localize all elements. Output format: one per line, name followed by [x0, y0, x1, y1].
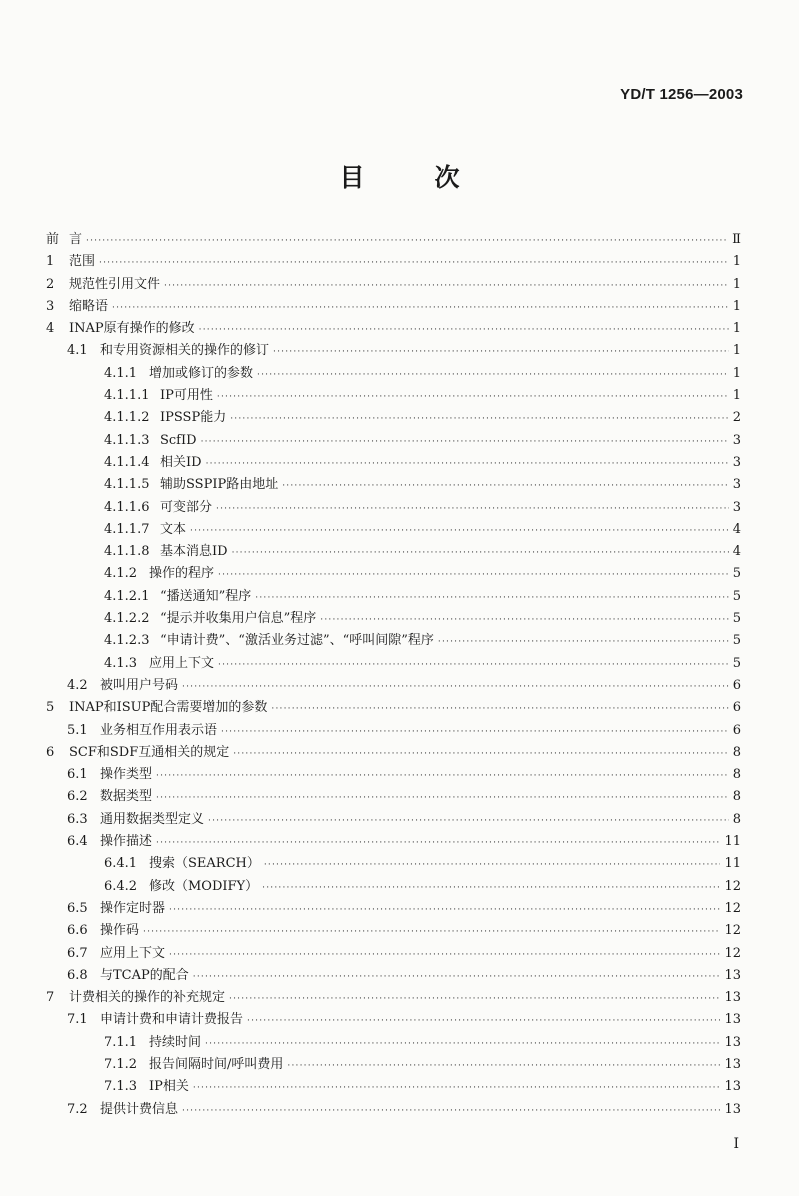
toc-entry-page: 1: [732, 276, 741, 292]
toc-entry-title: INAP和ISUP配合需要增加的参数: [69, 700, 268, 716]
toc-entry-title: 可变部分: [160, 499, 213, 515]
toc-entry-page: 11: [724, 834, 741, 850]
toc-entry-page: 12: [724, 900, 741, 916]
toc-entry-number: 4: [46, 321, 55, 337]
toc-entry[interactable]: [46, 853, 741, 875]
toc-entry-title: 范围: [69, 254, 96, 270]
toc-dot-leader: [112, 297, 729, 319]
toc-entry-title: 报告间隔时间/呼叫费用: [149, 1056, 284, 1072]
toc-entry[interactable]: [46, 786, 741, 808]
toc-entry-page: 6: [732, 677, 741, 693]
toc-entry-number: 7.1.3: [104, 1079, 138, 1095]
toc-entry-title: 和专用资源相关的操作的修订: [100, 343, 270, 359]
toc-entry-number: 4.1.2.2: [104, 611, 150, 627]
page-title: [0, 158, 799, 194]
toc-entry-title: 提供计费信息: [100, 1101, 179, 1117]
toc-entry[interactable]: [46, 586, 741, 608]
toc-entry-title: 修改（MODIFY）: [149, 878, 259, 894]
toc-dot-leader: [217, 386, 729, 408]
toc-entry-page: 1: [732, 365, 741, 381]
toc-entry-number: 4.1.1: [104, 365, 138, 381]
toc-entry[interactable]: [46, 385, 741, 407]
toc-entry-number: 6.4.2: [104, 878, 138, 894]
toc-entry-number: 6.1: [67, 767, 88, 783]
toc-entry-page: 3: [732, 454, 741, 470]
toc-dot-leader: [229, 988, 720, 1010]
toc-entry[interactable]: [46, 720, 741, 742]
toc-entry-page: 13: [724, 1034, 741, 1050]
toc-dot-leader: [193, 1077, 721, 1099]
toc-entry-title: 业务相互作用表示语: [100, 722, 218, 738]
toc-dot-leader: [216, 498, 729, 520]
toc-entry-title: 应用上下文: [149, 655, 215, 671]
toc-dot-leader: [99, 252, 729, 274]
toc-entry-title: 操作类型: [100, 767, 153, 783]
toc-entry[interactable]: [46, 519, 741, 541]
toc-entry-title: 缩略语: [69, 298, 109, 314]
toc-entry-title: ScfID: [160, 432, 197, 448]
toc-entry-page: 12: [724, 945, 741, 961]
toc-entry-number: 4.1.1.8: [104, 544, 150, 560]
toc-entry[interactable]: [46, 563, 741, 585]
toc-entry-number: 4.1.1.6: [104, 499, 150, 515]
toc-entry[interactable]: [46, 809, 741, 831]
toc-entry-number: 4.1.1.2: [104, 410, 150, 426]
toc-entry-number: 4.1.1.1: [104, 388, 150, 404]
toc-entry[interactable]: [46, 876, 741, 898]
toc-entry-page: 5: [732, 611, 741, 627]
toc-entry-page: 13: [724, 1079, 741, 1095]
toc-entry-number: 6.7: [67, 945, 88, 961]
toc-entry[interactable]: [46, 407, 741, 429]
toc-entry-number: 3: [46, 298, 55, 314]
toc-entry-number: 7.2: [67, 1101, 88, 1117]
toc-entry-number: 6.4.1: [104, 856, 138, 872]
toc-dot-leader: [193, 966, 721, 988]
toc-entry-page: 3: [732, 499, 741, 515]
toc-entry-page: 8: [732, 767, 741, 783]
toc-entry[interactable]: [46, 630, 741, 652]
toc-dot-leader: [230, 408, 729, 430]
toc-entry-number: 4.1.1.3: [104, 432, 150, 448]
toc-entry-title: 数据类型: [100, 789, 153, 805]
toc-entry-title: 与TCAP的配合: [100, 967, 189, 983]
toc-entry-page: 3: [732, 477, 741, 493]
toc-entry[interactable]: [46, 898, 741, 920]
table-of-contents: [46, 229, 741, 1121]
toc-entry-title: 言: [69, 232, 83, 247]
toc-entry[interactable]: [46, 1032, 741, 1054]
toc-dot-leader: [218, 654, 729, 676]
toc-entry[interactable]: [46, 430, 741, 452]
toc-entry-number: 4.2: [67, 677, 88, 693]
toc-dot-leader: [255, 587, 728, 609]
toc-entry-number: 7.1: [67, 1012, 88, 1028]
toc-entry-title: 相关ID: [160, 454, 202, 470]
toc-entry-number: 4.1.3: [104, 655, 138, 671]
toc-entry-page: 4: [732, 521, 741, 537]
toc-dot-leader: [320, 609, 728, 631]
toc-entry-page: 1: [732, 343, 741, 359]
toc-dot-leader: [257, 364, 729, 386]
toc-dot-leader: [264, 854, 721, 876]
toc-entry-page: 11: [724, 856, 741, 872]
toc-entry[interactable]: [46, 1054, 741, 1076]
toc-dot-leader: [221, 721, 729, 743]
toc-entry-title: 辅助SSPIP路由地址: [160, 477, 279, 493]
toc-dot-leader: [208, 810, 729, 832]
toc-dot-leader: [218, 564, 729, 586]
toc-entry[interactable]: [46, 675, 741, 697]
toc-entry-title: 应用上下文: [100, 945, 166, 961]
toc-entry-number: 5.1: [67, 722, 88, 738]
toc-entry-title: IP可用性: [160, 388, 213, 404]
toc-entry[interactable]: [46, 229, 741, 251]
toc-entry[interactable]: [46, 608, 741, 630]
toc-dot-leader: [164, 275, 729, 297]
toc-entry[interactable]: [46, 987, 741, 1009]
toc-dot-leader: [271, 698, 728, 720]
toc-dot-leader: [190, 520, 729, 542]
toc-entry-number: 4.1.1.7: [104, 521, 150, 537]
toc-dot-leader: [287, 1055, 720, 1077]
toc-entry-number: 6.5: [67, 900, 88, 916]
toc-entry-page: 1: [732, 321, 741, 337]
toc-entry[interactable]: [46, 653, 741, 675]
toc-entry-title: 基本消息ID: [160, 544, 228, 560]
toc-entry[interactable]: [46, 1076, 741, 1098]
toc-dot-leader: [143, 921, 720, 943]
toc-entry-number: 1: [46, 254, 55, 270]
toc-entry-number: 2: [46, 276, 55, 292]
toc-entry[interactable]: [46, 943, 741, 965]
toc-dot-leader: [205, 1033, 720, 1055]
toc-entry[interactable]: [46, 764, 741, 786]
toc-dot-leader: [233, 743, 728, 765]
toc-entry[interactable]: [46, 541, 741, 563]
toc-entry-page: 1: [732, 388, 741, 404]
toc-entry-number: 4.1.1.5: [104, 477, 150, 493]
toc-dot-leader: [86, 230, 728, 252]
toc-entry-page: 1: [732, 254, 741, 270]
toc-entry-number: 5: [46, 700, 55, 716]
toc-entry[interactable]: [46, 965, 741, 987]
toc-entry-title: 操作描述: [100, 834, 153, 850]
toc-entry-page: 3: [732, 432, 741, 448]
toc-entry-page: 8: [732, 789, 741, 805]
toc-dot-leader: [199, 319, 729, 341]
toc-entry-title: SCF和SDF互通相关的规定: [69, 744, 230, 760]
toc-entry-number: 6.2: [67, 789, 88, 805]
toc-entry-page: 4: [732, 544, 741, 560]
toc-entry[interactable]: [46, 452, 741, 474]
toc-entry-title: IP相关: [149, 1079, 189, 1095]
toc-entry-page: 5: [732, 588, 741, 604]
toc-entry[interactable]: [46, 318, 741, 340]
toc-entry[interactable]: [46, 363, 741, 385]
toc-dot-leader: [156, 765, 729, 787]
toc-entry-page: 2: [732, 410, 741, 426]
toc-entry-number: 前: [46, 232, 60, 247]
toc-entry-number: 4.1.1.4: [104, 454, 150, 470]
toc-entry-page: 13: [724, 990, 741, 1006]
toc-entry[interactable]: [46, 474, 741, 496]
toc-entry-title: “申请计费”、“激活业务过滤”、“呼叫间隙”程序: [160, 633, 434, 649]
toc-entry-number: 7.1.2: [104, 1056, 138, 1072]
toc-entry-number: 4.1.2.1: [104, 588, 150, 604]
toc-entry-page: 6: [732, 700, 741, 716]
toc-entry-number: 6.4: [67, 834, 88, 850]
toc-entry-title: “播送通知”程序: [160, 588, 252, 604]
toc-entry-title: 操作定时器: [100, 900, 166, 916]
toc-entry-title: 持续时间: [149, 1034, 202, 1050]
toc-dot-leader: [247, 1010, 720, 1032]
toc-entry-number: 4.1: [67, 343, 88, 359]
toc-dot-leader: [169, 899, 720, 921]
title-char-1: 目: [339, 163, 365, 192]
toc-entry-page: 13: [724, 967, 741, 983]
toc-entry-number: 6: [46, 744, 55, 760]
toc-dot-leader: [201, 431, 729, 453]
toc-entry-title: 操作码: [100, 923, 140, 939]
toc-entry-title: 通用数据类型定义: [100, 811, 205, 827]
toc-dot-leader: [156, 787, 729, 809]
toc-entry-title: 规范性引用文件: [69, 276, 161, 292]
toc-entry-page: 13: [724, 1101, 741, 1117]
toc-entry-title: “提示并收集用户信息”程序: [160, 611, 317, 627]
toc-entry-title: INAP原有操作的修改: [69, 321, 195, 337]
toc-entry[interactable]: [46, 1099, 741, 1121]
toc-entry[interactable]: [46, 742, 741, 764]
toc-entry-number: 7.1.1: [104, 1034, 138, 1050]
toc-dot-leader: [438, 631, 729, 653]
toc-entry-page: 13: [724, 1012, 741, 1028]
toc-entry-number: 6.3: [67, 811, 88, 827]
toc-dot-leader: [182, 1100, 720, 1122]
toc-entry-number: 4.1.2: [104, 566, 138, 582]
toc-entry-number: 7: [46, 990, 55, 1006]
toc-dot-leader: [262, 877, 720, 899]
toc-entry[interactable]: [46, 1009, 741, 1031]
toc-entry[interactable]: [46, 697, 741, 719]
toc-entry-title: IPSSP能力: [160, 410, 227, 426]
document-code: YD/T 1256—2003: [620, 86, 743, 103]
toc-entry[interactable]: [46, 251, 741, 273]
toc-entry[interactable]: [46, 920, 741, 942]
toc-dot-leader: [156, 832, 720, 854]
toc-dot-leader: [273, 341, 729, 363]
toc-entry-title: 搜索（SEARCH）: [149, 856, 260, 872]
title-char-2: 次: [434, 163, 460, 192]
toc-dot-leader: [282, 475, 729, 497]
toc-entry-title: 被叫用户号码: [100, 677, 179, 693]
page-folio: I: [733, 1136, 739, 1152]
toc-entry-page: 8: [732, 744, 741, 760]
toc-dot-leader: [182, 676, 729, 698]
toc-entry-page: 8: [732, 811, 741, 827]
toc-entry-title: 操作的程序: [149, 566, 215, 582]
toc-entry[interactable]: [46, 497, 741, 519]
toc-entry-title: 增加或修订的参数: [149, 365, 254, 381]
toc-entry-number: 4.1.2.3: [104, 633, 150, 649]
toc-entry-page: 5: [732, 655, 741, 671]
toc-entry-title: 计费相关的操作的补充规定: [69, 990, 226, 1006]
toc-entry-page: 5: [732, 633, 741, 649]
toc-dot-leader: [232, 542, 729, 564]
toc-entry-number: 6.8: [67, 967, 88, 983]
toc-entry-page: 12: [724, 923, 741, 939]
toc-entry-page: 13: [724, 1056, 741, 1072]
toc-entry-page: 5: [732, 566, 741, 582]
toc-entry[interactable]: [46, 296, 741, 318]
toc-entry-page: Ⅱ: [732, 232, 741, 247]
toc-dot-leader: [169, 944, 720, 966]
toc-entry-page: 12: [724, 878, 741, 894]
toc-entry[interactable]: [46, 274, 741, 296]
toc-entry-title: 申请计费和申请计费报告: [100, 1012, 244, 1028]
toc-entry[interactable]: [46, 340, 741, 362]
toc-entry[interactable]: [46, 831, 741, 853]
toc-entry-page: 6: [732, 722, 741, 738]
toc-dot-leader: [206, 453, 729, 475]
toc-entry-number: 6.6: [67, 923, 88, 939]
toc-entry-title: 文本: [160, 521, 187, 537]
toc-entry-page: 1: [732, 298, 741, 314]
